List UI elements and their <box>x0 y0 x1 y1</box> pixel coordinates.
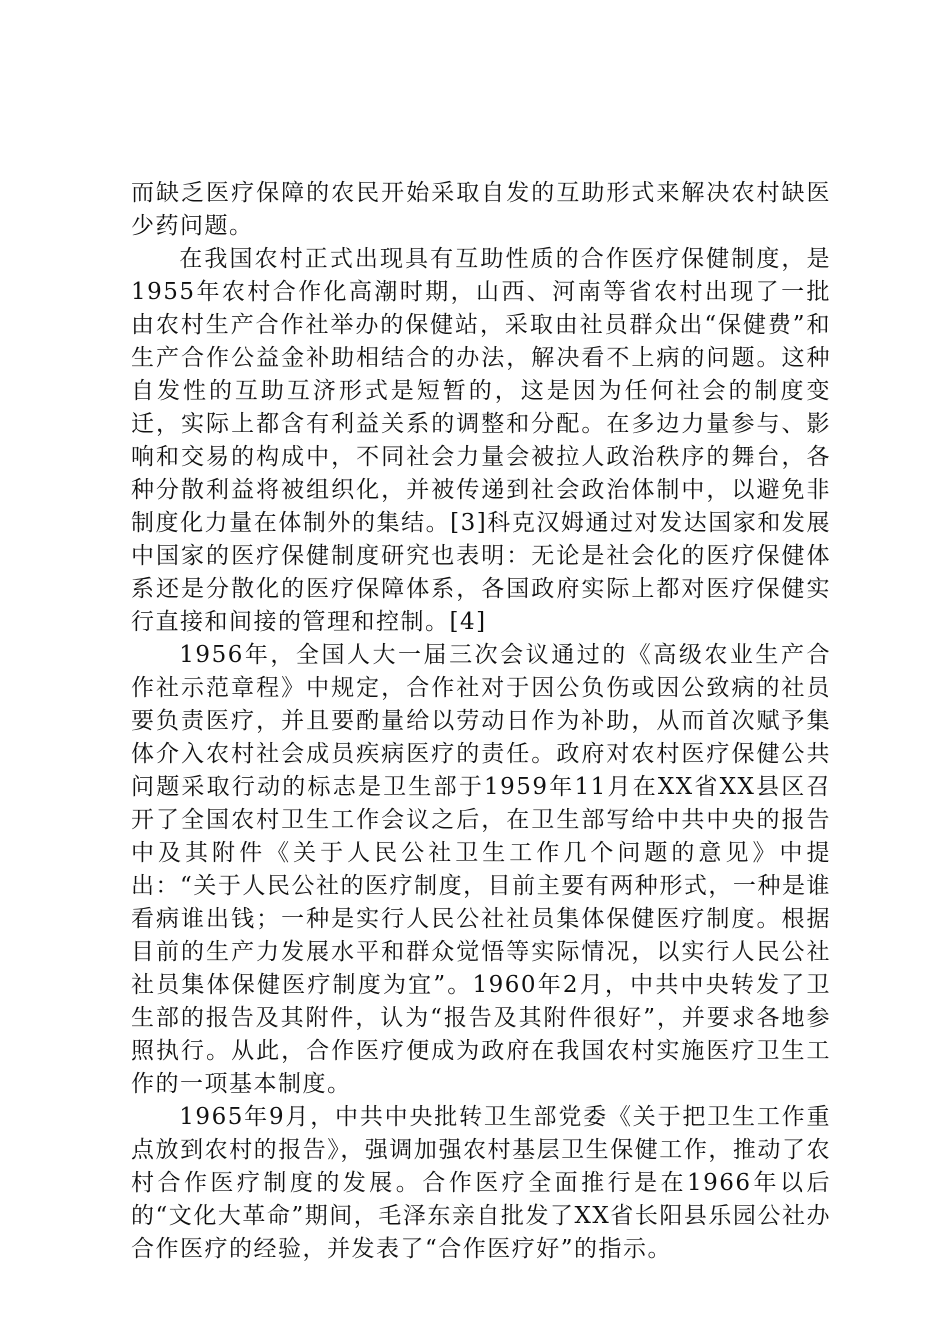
body-text <box>131 177 831 1266</box>
paragraph-3: 1956年，全国人大一届三次会议通过的《高级农业生产合作社示范章程》中规定，合作社对于因公负伤或因公致病的社员要负责医疗，并且要酌量给以劳动日作为补助，从而首次赋予集体介入农村社会成员疾病医疗的责任。政府对农村医疗保健公共问题采取行动的标志是卫生部于1959年11月在XX省XX县区召开了全国农村卫生工作会议之后，在卫生部写给中共中央的报告中及其附件《关于人民公社卫生工作几个问题的意见》中提出：“关于人民公社的医疗制度，目前主要有两种形式，一种是谁看病谁出钱；一种是实行人民公社社员集体保健医疗制度。根据目前的生产力发展水平和群众觉悟等实际情况，以实行人民公社社员集体保健医疗制度为宜”。1960年2月，中共中央转发了卫生部的报告及其附件，认为“报告及其附件很好”，并要求各地参照执行。从此，合作医疗便成为政府在我国农村实施医疗卫生工作的一项基本制度。 <box>131 642 831 1097</box>
paragraph-2: 在我国农村正式出现具有互助性质的合作医疗保健制度，是1955年农村合作化高潮时期，山西、河南等省农村出现了一批由农村生产合作社举办的保健站，采取由社员群众出“保健费”和生产合作公益金补助相结合的办法，解决看不上病的问题。这种自发性的互助互济形式是短暂的，这是因为任何社会的制度变迁，实际上都含有利益关系的调整和分配。在多边力量参与、影响和交易的构成中，不同社会力量会被拉人政治秩序的舞台，各种分散利益将被组织化，并被传递到社会政治体制中，以避免非制度化力量在体制外的集结。[3]科克汉姆通过对发达国家和发展中国家的医疗保健制度研究也表明：无论是社会化的医疗保健体系还是分散化的医疗保障体系，各国政府实际上都对医疗保健实行直接和间接的管理和控制。[4] <box>131 246 831 635</box>
paragraph-4: 1965年9月，中共中央批转卫生部党委《关于把卫生工作重点放到农村的报告》，强调加强农村基层卫生保健工作，推动了农村合作医疗制度的发展。合作医疗全面推行是在1966年以后的“文化大革命”期间，毛泽东亲自批发了XX省长阳县乐园公社办合作医疗的经验，并发表了“合作医疗好”的指示。 <box>131 1104 831 1262</box>
paragraph-1: 而缺乏医疗保障的农民开始采取自发的互助形式来解决农村缺医少药问题。 <box>131 180 831 239</box>
